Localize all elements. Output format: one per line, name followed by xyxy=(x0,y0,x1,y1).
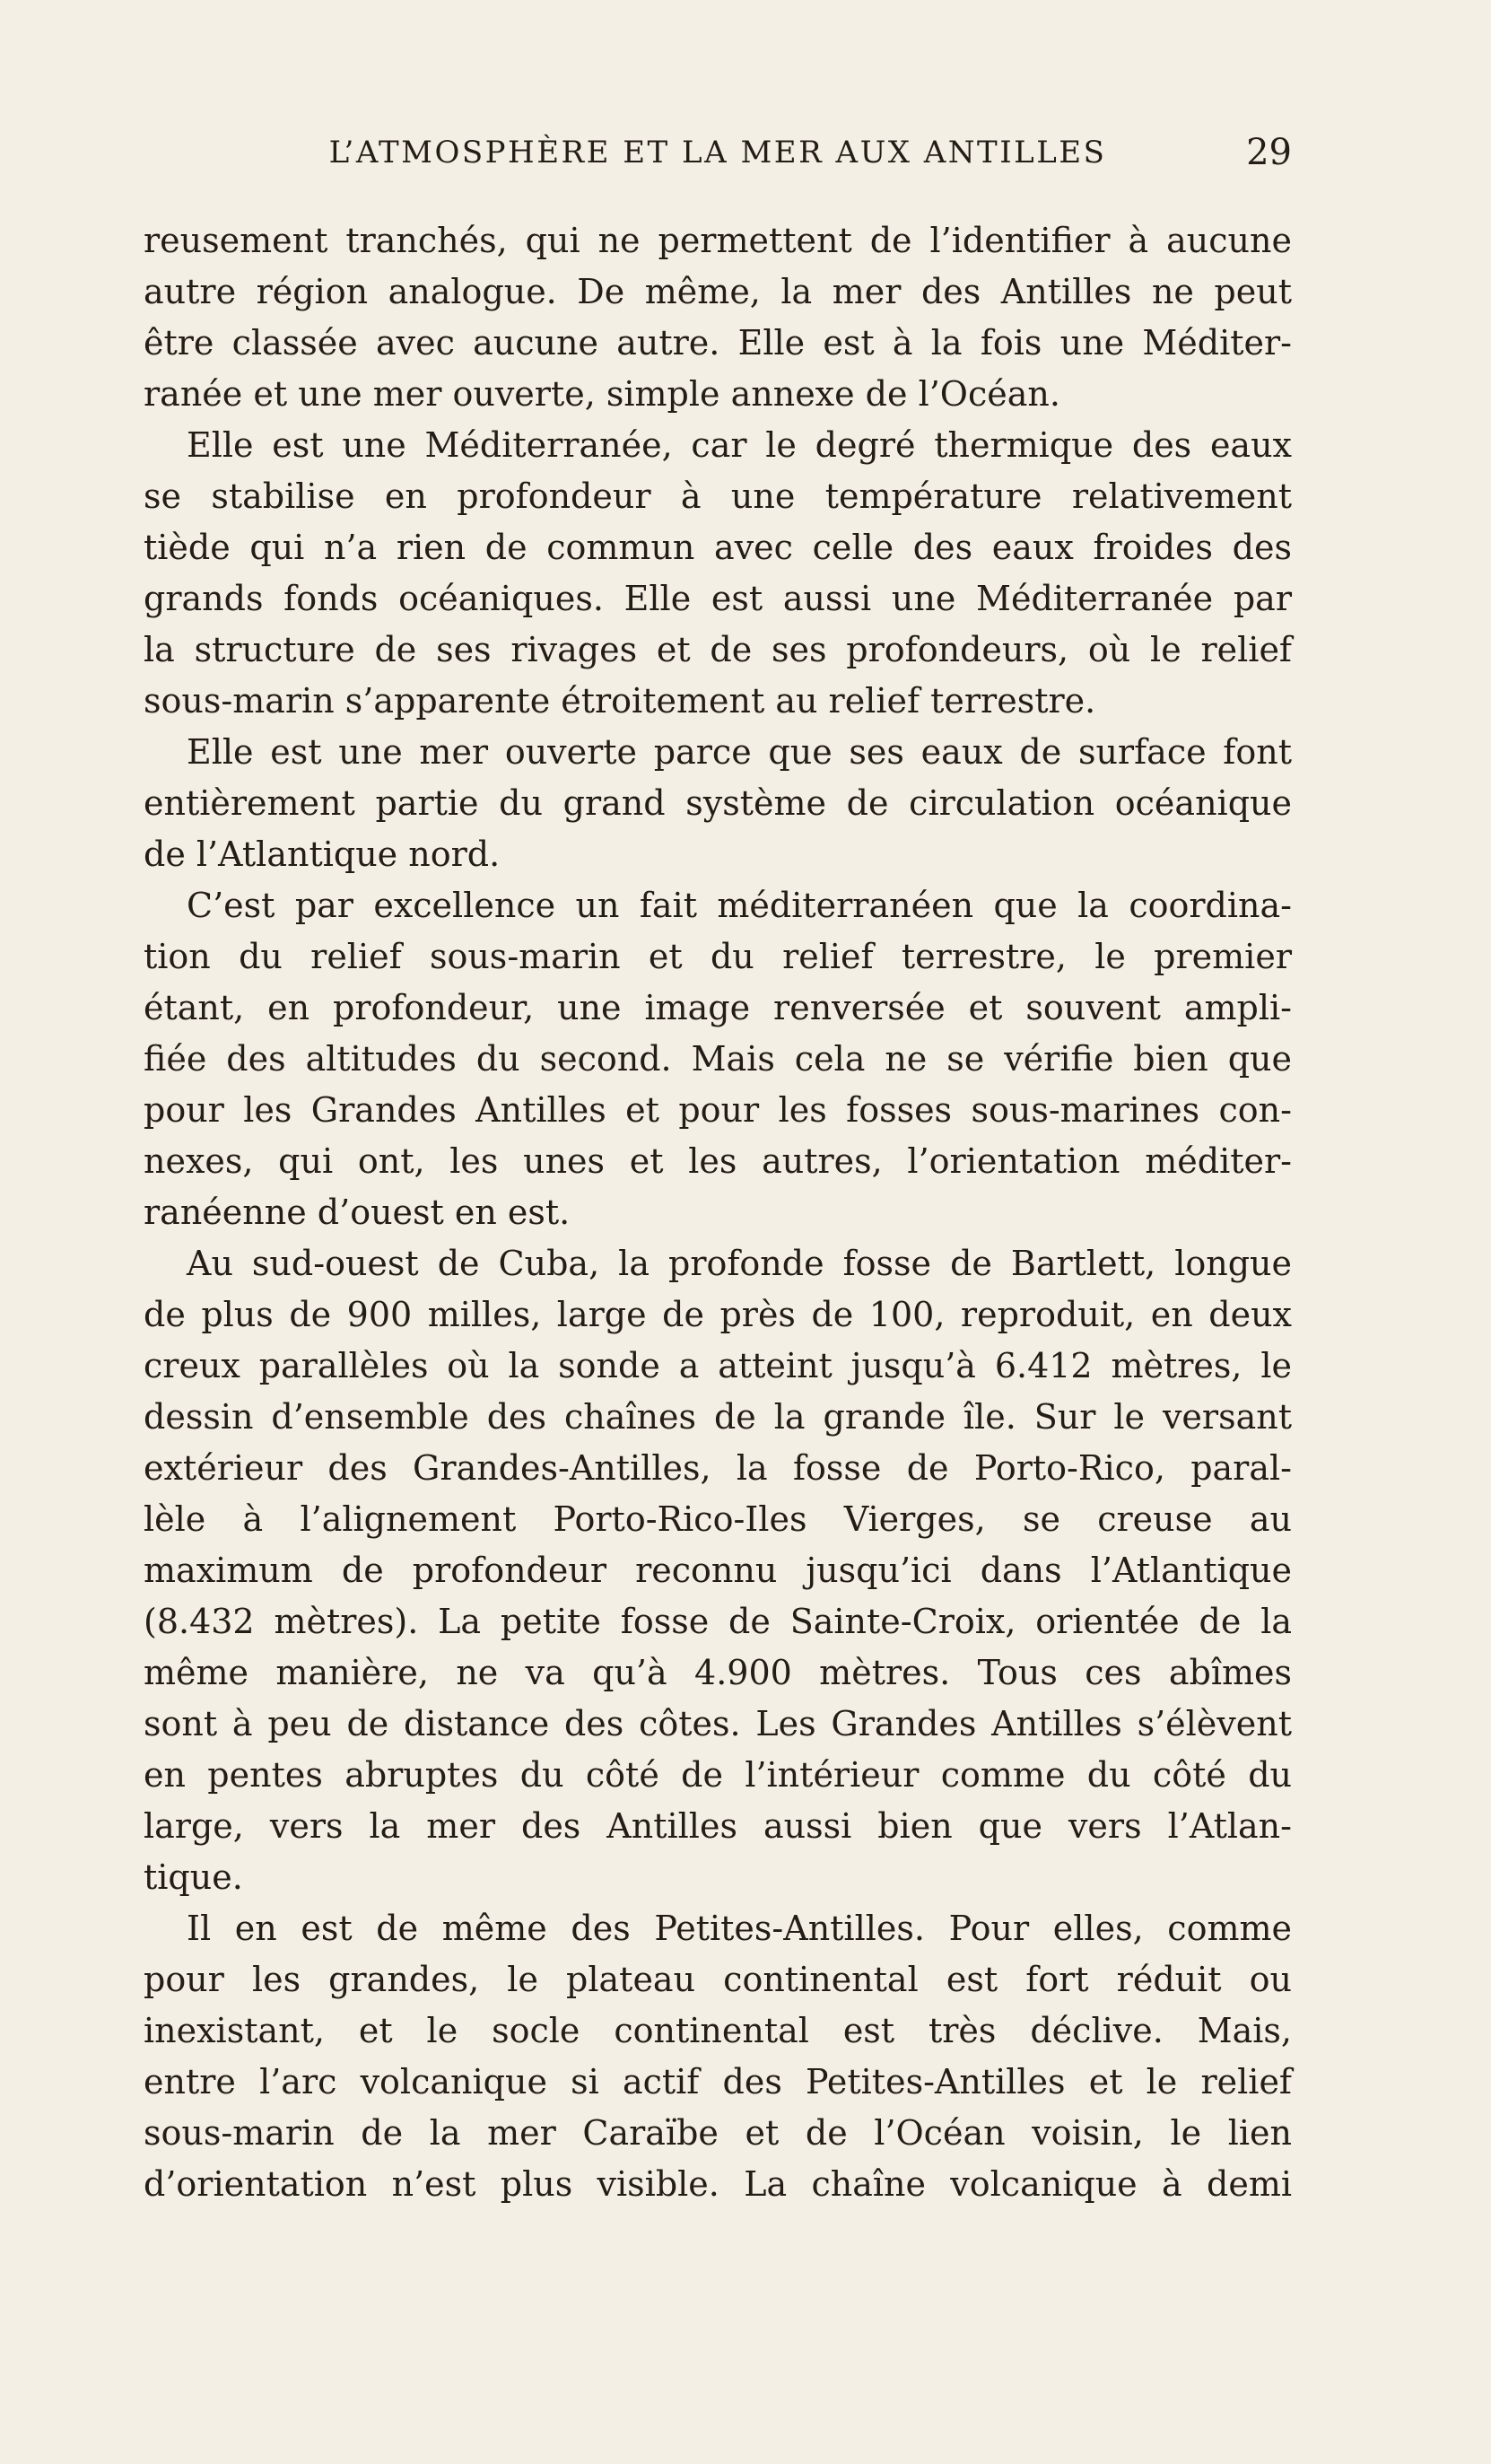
text-line: de l’Atlantique nord. xyxy=(144,834,501,874)
text-line: dessin d’ensemble des chaînes de la grande île. Sur le versant xyxy=(144,1397,1292,1437)
text-line: C’est par excellence un fait méditerranéen que la coordina- xyxy=(187,886,1292,925)
text-line: ranéenne d’ouest en est. xyxy=(144,1193,571,1232)
text-line: être classée avec aucune autre. Elle est à la fois une Méditer- xyxy=(144,323,1292,363)
text-line: autre région analogue. De même, la mer des Antilles ne peut xyxy=(144,272,1292,311)
running-head xyxy=(144,129,1292,176)
text-line: Au sud-ouest de Cuba, la profonde fosse de Bartlett, longue xyxy=(187,1244,1292,1283)
text-line: la structure de ses rivages et de ses profondeurs, où le relief xyxy=(144,630,1292,669)
text-line: extérieur des Grandes-Antilles, la fosse de Porto-Rico, paral- xyxy=(144,1448,1292,1488)
text-line: entièrement partie du grand système de circulation océanique xyxy=(144,783,1292,823)
text-line: tiède qui n’a rien de commun avec celle des eaux froides des xyxy=(144,528,1292,567)
text-line: sous-marin s’apparente étroitement au relief terrestre. xyxy=(144,681,1096,721)
text-line: de plus de 900 milles, large de près de 100, reproduit, en deux xyxy=(144,1295,1292,1334)
text-line: sous-marin de la mer Caraïbe et de l’Océan voisin, le lien xyxy=(144,2113,1292,2153)
text-line: sont à peu de distance des côtes. Les Grandes Antilles s’élèvent xyxy=(144,1704,1292,1743)
text-line: fiée des altitudes du second. Mais cela ne se vérifie bien que xyxy=(144,1039,1292,1079)
text-line: grands fonds océaniques. Elle est aussi une Méditerranée par xyxy=(144,579,1292,618)
page-number: 29 xyxy=(1246,132,1292,173)
text-line: tique. xyxy=(144,1857,243,1897)
text-line: d’orientation n’est plus visible. La chaîne volcanique à demi xyxy=(144,2164,1292,2204)
text-line: pour les grandes, le plateau continental est fort réduit ou xyxy=(144,1960,1292,1999)
text-line: pour les Grandes Antilles et pour les fosses sous-marines con- xyxy=(144,1090,1292,1130)
text-line: même manière, ne va qu’à 4.900 mètres. Tous ces abîmes xyxy=(144,1653,1292,1692)
text-line: tion du relief sous-marin et du relief terrestre, le premier xyxy=(144,937,1292,976)
text-line: se stabilise en profondeur à une température relativement xyxy=(144,476,1292,516)
text-line: Elle est une Méditerranée, car le degré thermique des eaux xyxy=(187,425,1292,465)
text-line: Elle est une mer ouverte parce que ses eaux de surface font xyxy=(187,732,1292,772)
body-text xyxy=(144,215,1292,2210)
text-line: (8.432 mètres). La petite fosse de Sainte-Croix, orientée de la xyxy=(144,1602,1292,1641)
text-line: en pentes abruptes du côté de l’intérieur comme du côté du xyxy=(144,1755,1292,1795)
text-line: inexistant, et le socle continental est très déclive. Mais, xyxy=(144,2011,1292,2050)
text-line: maximum de profondeur reconnu jusqu’ici dans l’Atlantique xyxy=(144,1551,1292,1590)
text-line: reusement tranchés, qui ne permettent de l’identifier à aucune xyxy=(144,221,1292,260)
text-line: large, vers la mer des Antilles aussi bien que vers l’Atlan- xyxy=(144,1806,1292,1846)
text-line: étant, en profondeur, une image renversée et souvent ampli- xyxy=(144,988,1292,1027)
text-line: creux parallèles où la sonde a atteint jusqu’à 6.412 mètres, le xyxy=(144,1346,1292,1385)
text-line: Il en est de même des Petites-Antilles. Pour elles, comme xyxy=(187,1909,1292,1948)
text-line: entre l’arc volcanique si actif des Petites-Antilles et le relief xyxy=(144,2062,1292,2101)
text-line: nexes, qui ont, les unes et les autres, l’orientation méditer- xyxy=(144,1141,1292,1181)
text-line: ranée et une mer ouverte, simple annexe de l’Océan. xyxy=(144,374,1060,414)
text-line: lèle à l’alignement Porto-Rico-Iles Vierges, se creuse au xyxy=(144,1499,1292,1539)
running-title: L’ATMOSPHÈRE ET LA MER AUX ANTILLES xyxy=(328,135,1107,170)
